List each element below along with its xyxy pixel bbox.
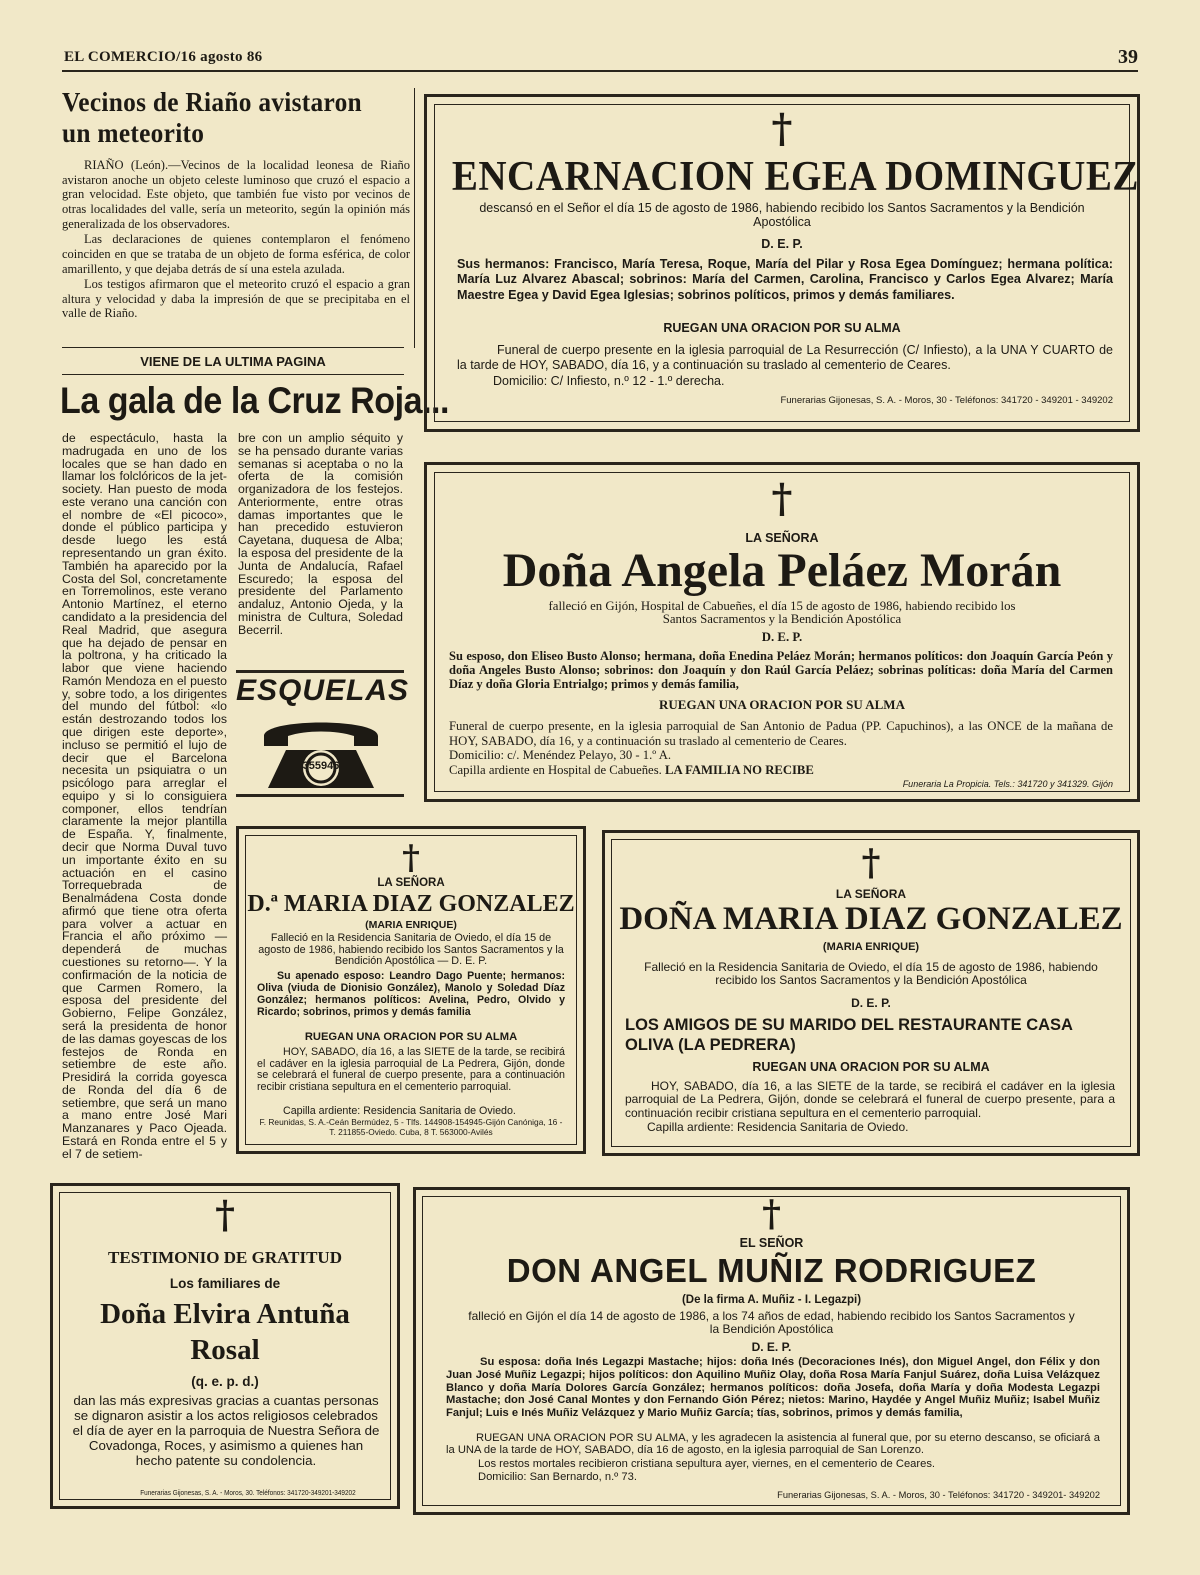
burial-note: Los restos mortales recibieron cristiana sepultura ayer, viernes, en el cementerio de Ceares. (478, 1458, 936, 1470)
cross-icon: † (861, 842, 881, 884)
prayer-request: RUEGAN UNA ORACION POR SU ALMA (304, 1031, 518, 1043)
death-notice: Falleció en la Residencia Sanitaria de Oviedo, el día 15 de agosto de 1986, habiendo recibido los Santos Sacramentos y la Bendición Apostólica (644, 960, 1098, 988)
death-notice: Falleció en la Residencia Sanitaria de Oviedo, el día 15 de agosto de 1986, habiendo recibido los Santos Sacramentos y la Bendición Apostólica — D. E. P. (258, 932, 564, 968)
chapel-note: Capilla ardiente: Residencia Sanitaria de Oviedo. (283, 1105, 516, 1117)
esquelas-ad (236, 670, 410, 798)
gala-column-1: de espectáculo, hasta la madrugada en uno de los locales que se han dado en llamar los folclóricos de la jet-society. Han puesto de moda este verano una canción con el nombre de «El picoco», donde el público participa y desde luego les está representando un gran éxito. También ha aparecido por la Costa del Sol, concretamente en Torremolinos, este verano Antonio Martínez, el eterno candidato a la presidencia del Real Madrid, que asegura que ha dejado de pensar en la poltrona, y ha criticado la labor que viene haciendo Ramón Mendoza en el puesto y, sobre todo, a los dirigentes del mundo del fútbol: «lo están destrozando todos los que dirigen este deporte», incluso se permitió el lujo de decir que el Barcelona necesita un psiquiatra o un psicólogo para arreglar el equipo y si lo consiguiera componer, ellos tendrían claramente la mejor plantilla de España. Y, finalmente, decir que Norma Duval tuvo un importante éxito en su actuación en el casino Torrequebrada de Benalmádena Costa donde afirmó que tiene otra oferta para volver a actuar en Francia el año próximo —dependerá de muchas cuestiones su retorno—. Y la confirmación de la noticia de que Carmen Romero, la esposa del presidente del Gobierno, Felipe González, será la presidenta de honor de las damas goyescas de los festejos de Ronda en setiembre de este año. Presidirá la corrida goyesca de Ronda del día 6 de setiembre, que será un mano a mano entre José Mari Manzanares y Paco Ojeada. Estará en Ronda entre el 5 y el 7 de setiem- (62, 431, 227, 1161)
home-address: Domicilio: c/. Menéndez Pelayo, 30 - 1.º A. (449, 748, 672, 762)
honorific: EL SEÑOR (739, 1236, 804, 1250)
gala-headline: La gala de la Cruz Roja... (60, 380, 450, 421)
meteor-paragraph: Los testigos afirmaron que el meteorito cruzó el espacio a gran altura y velocidad y daba la impresión de que se precipitaba en el valle de Riaño. (62, 276, 410, 321)
death-notice: falleció en Gijón, Hospital de Cabueñes, el día 15 de agosto de 1986, habiendo recibido los Santos Sacramentos y la Bendición Apostólica (548, 599, 1016, 626)
funeral-home: Funerarias Gijonesas, S. A. - Moros, 30 - Teléfonos: 341720 - 349201 - 349202 (780, 395, 1113, 406)
chapel-note (449, 763, 814, 778)
chapel-note: Capilla ardiente: Residencia Sanitaria de Oviedo. (647, 1120, 909, 1134)
home-address: Domicilio: San Bernardo, n.º 73. (478, 1471, 637, 1483)
meteor-article (62, 88, 410, 321)
cross-icon: † (762, 1193, 781, 1235)
deceased-name: DON ANGEL MUÑIZ RODRIGUEZ (506, 1252, 1037, 1289)
family-list: Su esposo, don Eliseo Busto Alonso; hermana, doña Enedina Peláez Morán; hermanos políticos: don Joaquín García Peón y doña Angeles Busto Alonso; sobrinos: don Joaquín y don Raúl García Peláez; sobrinas políticas: doña María del Carmen Díaz y doña Gloria Entrialgo; primos y demás familia, (449, 649, 1113, 692)
family-list: Su esposa: doña Inés Legazpi Mastache; hijos: doña Inés (Decoraciones Inés), don Miguel Angel, don Félix y don Juan José Muñiz Legazpi; hijos políticos: don Aquilino Muñiz Olay, doña Rosa María Fanjul Suárez, doña Luisa Velázquez Blanco y doña María Dolores García González; hermanos políticos: doña Josefa, doña María y doña Modesta Legazpi Mastache; don José Canal Montes y don Fernando Gión Pérez; nietos: Marino, Haydée y Angel Muñiz Muñiz; Isabel Muñiz Fanjul; Luis e Inés Muñiz Velázquez y Mario Muñiz García; tías, sobrinos, primos y demás familia, (446, 1356, 1100, 1420)
cross-icon: † (402, 838, 420, 878)
notice-intro: Los familiares de (169, 1276, 281, 1291)
telephone-icon (256, 710, 386, 794)
cross-icon: † (215, 1192, 235, 1237)
notice-title: TESTIMONIO DE GRATITUD (108, 1248, 342, 1267)
funeral-details: HOY, SABADO, día 16, a las SIETE de la tarde, se recibirá el cadáver en la iglesia parroquial de La Pedrera, Gijón, donde se celebrará el funeral de cuerpo presente, para a continuación recibir cristiana sepultura en el cementerio parroquial. (625, 1079, 1115, 1120)
deceased-name: Doña Angela Peláez Morán (502, 544, 1062, 597)
family-list: Su apenado esposo: Leandro Dago Puente; hermanos: Oliva (viuda de Dionisio González), Manolo y Soledad Díaz González; hermanos políticos: Avelina, Pedro, Olvido y Ricardo; sobrinos, primos y demás familia (257, 970, 565, 1018)
home-address: Domicilio: C/ Infiesto, n.º 12 - 1.º derecha. (493, 374, 725, 388)
obituary-antuna (50, 1183, 400, 1509)
deceased-name: ENCARNACION EGEA DOMINGUEZ (451, 154, 1139, 200)
column-rule (414, 88, 415, 348)
deceased-name: D.ª MARIA DIAZ GONZALEZ (247, 891, 575, 917)
meteor-headline-line1: Vecinos de Riaño avistaron (62, 87, 362, 117)
friends-notice: LOS AMIGOS DE SU MARIDO DEL RESTAURANTE CASA OLIVA (LA PEDRERA) (625, 1016, 1073, 1054)
family-list: Sus hermanos: Francisco, María Teresa, Roque, María del Pilar y Rosa Egea Domínguez; hermana política: María Luz Alvarez Abascal; sobrinos: María del Carmen, Carolina, Francisco y Carlos Egea Alvarez; María Maestre Egea y David Egea Iglesias; sobrinos políticos, primos y demás familiares. (457, 257, 1113, 302)
funeral-details: Funeral de cuerpo presente, en la iglesia parroquial de San Antonio de Padua (PP. Capuchinos), a las ONCE de la mañana de HOY, SABADO, día 16, y a continuación su traslado al cementerio de Ceares. (449, 719, 1113, 748)
dep: D. E. P. (761, 237, 803, 251)
kicker-rule (62, 374, 404, 375)
dep: D. E. P. (851, 996, 891, 1010)
prayer-request: RUEGAN UNA ORACION POR SU ALMA (663, 321, 901, 335)
cross-icon: † (771, 475, 793, 522)
alias: (MARIA ENRIQUE) (822, 941, 920, 953)
funeral-home: Funerarias Gijonesas, S. A. - Moros, 30. Teléfonos: 341720-349201-349202 (140, 1488, 356, 1497)
chapel-text: Capilla ardiente en Hospital de Cabueñes. (449, 763, 662, 777)
obituary-pelaez (424, 462, 1140, 802)
family-no-receive: LA FAMILIA NO RECIBE (664, 763, 814, 777)
meteor-paragraph: RIAÑO (León).—Vecinos de la localidad leonesa de Riaño avistaron anoche un objeto celeste luminoso que cruzó el espacio a gran velocidad. Este objeto, que también fue visto por vecinos de otras localidades del valle, sería un meteorito, según la opinión más generalizada de los observadores. (62, 157, 410, 232)
dep: D. E. P. (751, 1340, 792, 1354)
firm-note: (De la firma A. Muñiz - I. Legazpi) (681, 1294, 862, 1306)
prayer-request: RUEGAN UNA ORACION POR SU ALMA (752, 1060, 990, 1074)
qepd: (q. e. p. d.) (191, 1374, 259, 1389)
obituary-diaz-large (602, 830, 1140, 1156)
obituary-diaz-small (236, 826, 586, 1154)
prayer-request: RUEGAN UNA ORACION POR SU ALMA (659, 697, 905, 712)
page-number: 39 (1118, 46, 1138, 68)
obituary-muniz (413, 1187, 1130, 1515)
funeral-details: Funeral de cuerpo presente en la iglesia parroquial de La Resurrección (C/ Infiesto), a la UNA Y CUARTO de la tarde de HOY, SABADO, día 16, y a continuación su traslado al cementerio de Ceares. (457, 343, 1113, 373)
meteor-headline-line2: un meteorito (62, 118, 205, 149)
deceased-name-line2: Rosal (190, 1334, 260, 1366)
funeral-home: Funeraria La Propicia. Tels.: 341720 y 341329. Gijón (902, 779, 1113, 789)
deceased-name: DOÑA MARIA DIAZ GONZALEZ (619, 901, 1123, 937)
meteor-paragraph: Las declaraciones de quienes contemplaron el fenómeno coinciden en que se trataba de un objeto de forma esférica, de color amarillento, y que dejaba detrás de sí una estela azulada. (62, 232, 410, 276)
obituary-egea (424, 94, 1140, 432)
dep: D. E. P. (761, 630, 803, 644)
esquelas-title: ESQUELAS (236, 674, 410, 707)
funeral-details: RUEGAN UNA ORACION POR SU ALMA, y les agradecen la asistencia al funeral que, por su eterno descanso, se oficiará a la UNA de la tarde de HOY, SABADO, día 16 de agosto, en la iglesia parroquial de San Lorenzo. (446, 1432, 1100, 1457)
funeral-home: Funerarias Gijonesas, S. A. - Moros, 30 - Teléfonos: 341720 - 349201- 349202 (777, 1490, 1100, 1500)
honorific: LA SEÑORA (377, 877, 445, 889)
ad-rule (236, 670, 404, 673)
funeral-home: F. Reunidas, S. A.-Ceán Bermúdez, 5 - Tlfs. 144908-154945-Gijón Canóniga, 16 - T. 211855-Oviedo. Cuba, 8 T. 563000-Avilés (259, 1117, 563, 1137)
death-notice: descansó en el Señor el día 15 de agosto de 1986, habiendo recibido los Santos Sacramentos y la Bendición Apostólica (479, 201, 1085, 230)
honorific: LA SEÑORA (745, 531, 819, 545)
gala-kicker: VIENE DE LA ULTIMA PAGINA (140, 354, 326, 369)
section-rule (62, 347, 404, 348)
gala-column-2: bre con un amplio séquito y se ha pensado durante varias semanas si aceptaba o no la oferta de la comisión organizadora de los festejos. Anteriormente, entre otras damas importantes que le han precedido estuvieron Cayetana, duquesa de Alba; la esposa del presidente de la Junta de Andalucía, Rafael Escuredo; la esposa del presidente del Parlamento andaluz, Antonio Ojeda, y la ministra de Cultura, Soledad Becerril. (238, 431, 403, 637)
header-rule (62, 70, 1138, 72)
esquelas-phone: 355946 (302, 760, 340, 772)
deceased-name: Doña Elvira Antuña (100, 1298, 350, 1330)
death-notice: falleció en Gijón el día 14 de agosto de 1986, a los 74 años de edad, habiendo recibido los Santos Sacramentos y la Bendición Apostólica (468, 1309, 1075, 1336)
ad-rule (236, 794, 404, 797)
masthead: EL COMERCIO/16 agosto 86 (64, 49, 263, 65)
cross-icon: † (771, 105, 793, 152)
honorific: LA SEÑORA (835, 887, 907, 901)
alias: (MARIA ENRIQUE) (365, 919, 457, 931)
gratitude-text: dan las más expresivas gracias a cuantas personas se dignaron asistir a los actos religiosos celebrados el día de ayer en la parroquia de Nuestra Señora de Covadonga, Roces, y asimismo a quienes han hecho patente su condolencia. (72, 1393, 380, 1468)
funeral-details: HOY, SABADO, día 16, a las SIETE de la tarde, se recibirá el cadáver en la iglesia parroquial de La Pedrera, Gijón, donde se celebrará el funeral de cuerpo presente, para a continuación recibir cristiana sepultura en el cementerio parroquial. (257, 1046, 565, 1093)
